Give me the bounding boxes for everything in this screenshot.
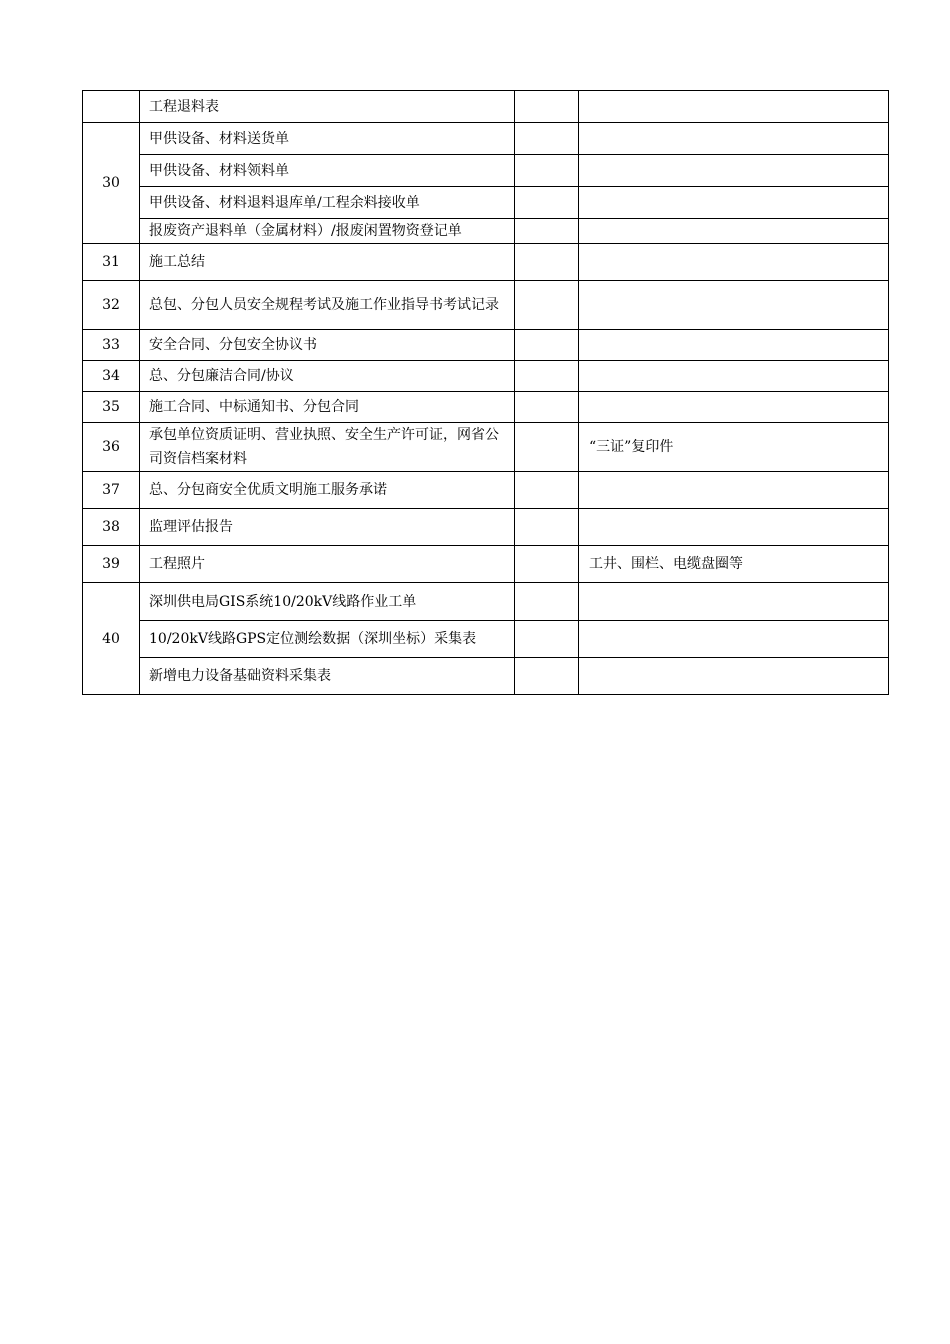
- table-row: [83, 423, 889, 472]
- item-name: 工程照片: [140, 546, 515, 583]
- check-cell: [515, 91, 579, 123]
- table-row: [83, 621, 889, 658]
- item-name: 安全合同、分包安全协议书: [140, 330, 515, 361]
- note-cell: “三证”复印件: [579, 423, 889, 472]
- check-cell: [515, 244, 579, 281]
- check-cell: [515, 330, 579, 361]
- row-number: 30: [83, 123, 140, 244]
- row-number: 38: [83, 509, 140, 546]
- table-row: [83, 472, 889, 509]
- row-number: 33: [83, 330, 140, 361]
- row-number: 32: [83, 281, 140, 330]
- row-number: [83, 91, 140, 123]
- table-row: [83, 546, 889, 583]
- note-cell: [579, 621, 889, 658]
- document-table: [82, 90, 889, 695]
- note-cell: 工井、围栏、电缆盘圈等: [579, 546, 889, 583]
- table-row: [83, 658, 889, 695]
- table-row: [83, 155, 889, 187]
- note-cell: [579, 330, 889, 361]
- row-number: 36: [83, 423, 140, 472]
- row-number: 31: [83, 244, 140, 281]
- note-cell: [579, 392, 889, 423]
- table-row: [83, 330, 889, 361]
- note-cell: [579, 155, 889, 187]
- item-name: 监理评估报告: [140, 509, 515, 546]
- note-cell: [579, 244, 889, 281]
- table-row: [83, 123, 889, 155]
- item-name: 施工总结: [140, 244, 515, 281]
- check-cell: [515, 392, 579, 423]
- table-row: [83, 281, 889, 330]
- item-name: 新增电力设备基础资料采集表: [140, 658, 515, 695]
- note-cell: [579, 472, 889, 509]
- check-cell: [515, 621, 579, 658]
- note-cell: [579, 91, 889, 123]
- check-cell: [515, 281, 579, 330]
- item-name: 深圳供电局GIS系统10/20kV线路作业工单: [140, 583, 515, 621]
- row-number: 35: [83, 392, 140, 423]
- item-name: 工程退料表: [140, 91, 515, 123]
- check-cell: [515, 583, 579, 621]
- table-row: [83, 509, 889, 546]
- table-row: [83, 244, 889, 281]
- item-name: 报废资产退料单（金属材料）/报废闲置物资登记单: [140, 219, 515, 244]
- note-cell: [579, 281, 889, 330]
- note-cell: [579, 123, 889, 155]
- check-cell: [515, 361, 579, 392]
- item-name: 施工合同、中标通知书、分包合同: [140, 392, 515, 423]
- check-cell: [515, 472, 579, 509]
- table-row: [83, 219, 889, 244]
- check-cell: [515, 658, 579, 695]
- row-number: 40: [83, 583, 140, 695]
- check-cell: [515, 423, 579, 472]
- item-name: 承包单位资质证明、营业执照、安全生产许可证，网省公司资信档案材料: [140, 423, 515, 472]
- check-cell: [515, 155, 579, 187]
- note-cell: [579, 361, 889, 392]
- check-cell: [515, 123, 579, 155]
- item-name: 10/20kV线路GPS定位测绘数据（深圳坐标）采集表: [140, 621, 515, 658]
- check-cell: [515, 187, 579, 219]
- row-number: 37: [83, 472, 140, 509]
- table-row: [83, 392, 889, 423]
- item-name: 总、分包商安全优质文明施工服务承诺: [140, 472, 515, 509]
- note-cell: [579, 583, 889, 621]
- check-cell: [515, 219, 579, 244]
- note-cell: [579, 658, 889, 695]
- item-name: 甲供设备、材料送货单: [140, 123, 515, 155]
- note-cell: [579, 187, 889, 219]
- note-cell: [579, 509, 889, 546]
- item-name: 甲供设备、材料领料单: [140, 155, 515, 187]
- item-name: 总、分包廉洁合同/协议: [140, 361, 515, 392]
- item-name: 总包、分包人员安全规程考试及施工作业指导书考试记录: [140, 281, 515, 330]
- item-name: 甲供设备、材料退料退库单/工程余料接收单: [140, 187, 515, 219]
- table-row: [83, 583, 889, 621]
- table-row: [83, 91, 889, 123]
- table-row: [83, 361, 889, 392]
- check-cell: [515, 546, 579, 583]
- table-row: [83, 187, 889, 219]
- note-cell: [579, 219, 889, 244]
- row-number: 34: [83, 361, 140, 392]
- row-number: 39: [83, 546, 140, 583]
- check-cell: [515, 509, 579, 546]
